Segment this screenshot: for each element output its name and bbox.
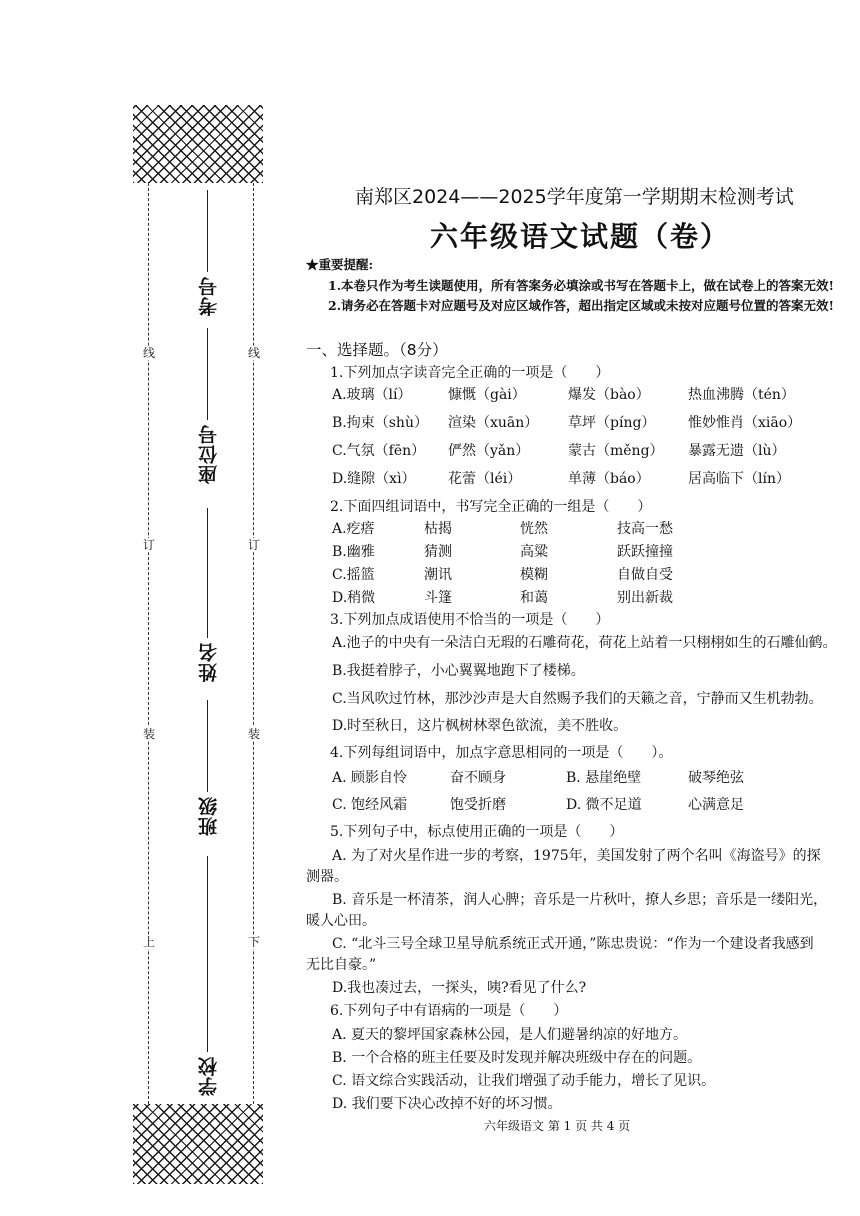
field-name: 姓名: [198, 642, 220, 682]
option-line: C. “北斗三号全球卫星导航系统正式开通，”陈忠贵说：“作为一个建设者我感到: [332, 936, 814, 952]
option-line: B. 一个合格的班主任要及时发现并解决班级中存在的问题。: [332, 1050, 702, 1066]
left-line-label: 订: [142, 538, 155, 552]
option-cell: 俨然（yǎn）: [448, 443, 530, 459]
question-stem: 2.下面四组词语中，书写完全正确的一组是（ ）: [330, 499, 652, 515]
option-cell: 花蕾（léi）: [448, 471, 522, 487]
cut-line-left: [148, 183, 149, 1104]
cut-line-right: [253, 183, 254, 1104]
option-cell: 渲染（xuān）: [448, 415, 539, 431]
option-cell: 慷慨（gài）: [448, 387, 526, 403]
field-seat-number: 座位号: [198, 424, 220, 484]
option-line: C.当风吹过竹林，那沙沙声是大自然赐予我们的天籁之音，宁静而又生机勃勃。: [332, 691, 823, 707]
option-line-cont: 测器。: [306, 869, 348, 885]
option-cell: 恍然: [520, 521, 548, 537]
option-cell: C.气氛（fēn）: [332, 443, 426, 459]
section-heading: 一、选择题。（8分）: [306, 341, 448, 359]
option-line: D.我也凑过去，一探头，咦?看见了什么?: [332, 980, 587, 996]
option-cell: 自做自受: [617, 567, 673, 583]
option-line-cont: 无比自豪。”: [306, 957, 377, 973]
right-line-label: 订: [247, 538, 260, 552]
option-cell: 猜测: [424, 544, 452, 560]
question-stem: 5.下列句子中，标点使用正确的一项是（ ）: [330, 824, 624, 840]
option-cell: D.缝隙（xì）: [332, 471, 416, 487]
field-exam-number: 考号: [198, 276, 220, 316]
option-cell: 暴露无遗（lù）: [688, 443, 786, 459]
option-cell: A.玻璃（lí）: [332, 387, 412, 403]
left-line-label: 线: [142, 346, 155, 360]
option-cell: 饱受折磨: [450, 797, 506, 813]
option-cell: 高粱: [520, 544, 548, 560]
option-cell: 跃跃撞撞: [617, 544, 673, 560]
option-line: A.池子的中央有一朵洁白无瑕的石雕荷花，荷花上站着一只栩栩如生的石雕仙鹤。: [332, 635, 837, 651]
option-line-cont: 暖人心田。: [306, 913, 376, 929]
option-cell: 模糊: [520, 567, 548, 583]
option-line: C. 语文综合实践活动，让我们增强了动手能力，增长了见识。: [332, 1073, 716, 1089]
option-cell: 草坪（píng）: [568, 415, 656, 431]
option-cell: A. 顾影自怜: [332, 770, 408, 786]
option-cell: 爆发（bào）: [568, 387, 650, 403]
notice-item: 1.本卷只作为考生读题使用，所有答案务必填涂或书写在答题卡上，做在试卷上的答案无效!: [328, 278, 835, 293]
notice-heading: ★重要提醒:: [306, 257, 374, 272]
option-cell: 斗篷: [424, 590, 452, 606]
field-underline: [207, 508, 208, 638]
option-cell: 破琴绝弦: [688, 770, 744, 786]
option-cell: D.稍微: [332, 590, 376, 606]
question-stem: 6.下列句子中有语病的一项是（ ）: [330, 1003, 568, 1019]
option-line: B. 音乐是一杯清茶，润人心脾；音乐是一片秋叶，撩人乡思；音乐是一缕阳光，: [332, 892, 828, 908]
option-cell: B. 悬崖绝壁: [566, 770, 642, 786]
option-cell: 枯揭: [424, 521, 452, 537]
option-cell: 蒙古（měng）: [568, 443, 664, 459]
option-cell: B.拘束（shù）: [332, 415, 428, 431]
option-line: A. 夏天的黎坪国家森林公园，是人们避暑纳凉的好地方。: [332, 1027, 688, 1043]
option-line: D.时至秋日，这片枫树林翠色欲流，美不胜收。: [332, 718, 628, 734]
option-cell: D. 微不足道: [566, 797, 642, 813]
option-cell: 心满意足: [688, 797, 744, 813]
question-stem: 4.下列每组词语中，加点字意思相同的一项是（ ）。: [330, 745, 673, 761]
option-line: D. 我们要下决心改掉不好的坏习惯。: [332, 1096, 562, 1112]
notice-item: 2.请务必在答题卡对应题号及对应区域作答，超出指定区域或未按对应题号位置的答案无效!: [328, 298, 835, 313]
question-stem: 1.下列加点字读音完全正确的一项是（ ）: [330, 365, 610, 381]
right-line-label: 线: [247, 346, 260, 360]
field-underline: [207, 328, 208, 420]
field-underline: [207, 856, 208, 1052]
option-cell: B.幽雅: [332, 544, 375, 560]
left-line-label: 上: [142, 935, 155, 949]
option-cell: 别出新裁: [617, 590, 673, 606]
left-line-label: 装: [142, 727, 155, 741]
option-line: B.我挺着脖子，小心翼翼地跑下了楼梯。: [332, 663, 585, 679]
field-school: 学校: [198, 1056, 220, 1096]
option-cell: 单薄（báo）: [568, 471, 650, 487]
question-stem: 3.下列加点成语使用不恰当的一项是（ ）: [330, 612, 610, 628]
option-cell: 和蔼: [520, 590, 548, 606]
right-line-label: 装: [247, 727, 260, 741]
hatch-pattern-top: [133, 105, 263, 183]
option-cell: 热血沸腾（tén）: [688, 387, 795, 403]
field-class: 班级: [198, 796, 220, 836]
page-footer: 六年级语文 第 1 页 共 4 页: [484, 1119, 631, 1133]
field-underline: [207, 700, 208, 792]
option-cell: C.摇篮: [332, 567, 375, 583]
paper-subtitle: 六年级语文试题（卷）: [430, 220, 731, 253]
option-cell: A.疙瘩: [332, 521, 375, 537]
option-cell: 奋不顾身: [450, 770, 506, 786]
option-line: A. 为了对火星作进一步的考察，1975年，美国发射了两个名叫《海盗号》的探: [332, 848, 821, 864]
binding-margin: [0, 0, 290, 1216]
option-cell: 居高临下（lín）: [688, 471, 790, 487]
right-line-label: 下: [247, 935, 260, 949]
option-cell: 技高一愁: [617, 521, 673, 537]
option-cell: C. 饱经风霜: [332, 797, 408, 813]
option-cell: 潮讯: [424, 567, 452, 583]
option-cell: 惟妙惟肖（xiāo）: [688, 415, 802, 431]
field-underline: [207, 190, 208, 272]
exam-title: 南郑区2024——2025学年度第一学期期末检测考试: [355, 186, 794, 208]
hatch-pattern-bottom: [133, 1104, 263, 1184]
